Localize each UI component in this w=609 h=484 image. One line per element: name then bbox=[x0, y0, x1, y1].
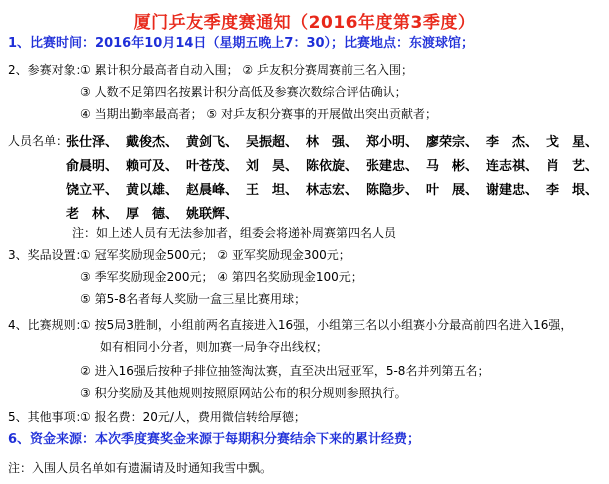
section4-item-2: ② 进入16强后按种子排位抽签淘汰赛，直至决出冠亚军，5-8名并列第五名； bbox=[80, 364, 490, 378]
section3-item-2: ③ 季军奖励现金200元； ④ 第四名奖励现金100元； bbox=[80, 270, 363, 284]
section5-item: ① 报名费：20元/人，费用微信转给厚德； bbox=[80, 410, 306, 424]
roster-name: 姚联辉、 bbox=[186, 206, 239, 222]
section3-item-1: ① 冠军奖励现金500元； ② 亚军奖励现金300元； bbox=[80, 248, 351, 262]
section4-item-1: ① 按5局3胜制，小组前两名直接进入16强，小组第三名以小组赛小分最高前四名进入16强， bbox=[80, 318, 573, 332]
section2-label: 2、参赛对象： bbox=[8, 63, 88, 77]
roster-row bbox=[8, 152, 606, 176]
roster-name: 谢建忠、 bbox=[486, 182, 539, 198]
footnote: 注：入围人员名单如有遗漏请及时通知我雪中飘。 bbox=[8, 461, 273, 475]
roster-row bbox=[8, 200, 606, 224]
section4-label: 4、比赛规则： bbox=[8, 318, 88, 332]
roster-name: 黄剑飞、 bbox=[186, 134, 239, 150]
roster-name: 赖可及、 bbox=[126, 158, 179, 174]
roster-name: 林 强、 bbox=[306, 134, 359, 150]
section5-label: 5、其他事项： bbox=[8, 410, 88, 424]
roster-name: 戈 星、 bbox=[546, 134, 599, 150]
section2-item-3: ④ 当期出勤率最高者； ⑤ 对乒友积分赛事的开展做出突出贡献者； bbox=[80, 107, 437, 121]
roster-name: 厚 德、 bbox=[126, 206, 179, 222]
roster-name: 叶 展、 bbox=[426, 182, 479, 198]
roster-row bbox=[8, 128, 606, 152]
roster-name: 老 林、 bbox=[66, 206, 119, 222]
roster-name: 廖荣宗、 bbox=[426, 134, 479, 150]
time-location-line: 1、比赛时间：2016年10月14日（星期五晚上7：30）；比赛地点：东渡球馆； bbox=[8, 36, 475, 51]
roster-name: 肖 艺、 bbox=[546, 158, 599, 174]
roster-name: 郑小明、 bbox=[366, 134, 419, 150]
section3-label: 3、奖品设置： bbox=[8, 248, 88, 262]
section2-item-2: ③ 人数不足第四名按累计积分高低及参赛次数综合评估确认； bbox=[80, 85, 407, 99]
roster-name: 连志祺、 bbox=[486, 158, 539, 174]
roster-label: 人员名单： bbox=[8, 133, 69, 148]
section3-item-3: ⑤ 第5-8名者每人奖励一盒三星比赛用球； bbox=[80, 292, 307, 306]
roster-name: 张建忠、 bbox=[366, 158, 419, 174]
roster-name: 黄以雄、 bbox=[126, 182, 179, 198]
roster-name: 赵晨峰、 bbox=[186, 182, 239, 198]
section4-item-3: ③ 积分奖励及其他规则按照原网站公布的积分规则参照执行。 bbox=[80, 386, 407, 400]
notice-title: 厦门乒友季度赛通知（2016年度第3季度） bbox=[133, 13, 476, 33]
roster-name: 饶立平、 bbox=[66, 182, 119, 198]
roster-note: 注：如上述人员有无法参加者，组委会将递补周赛第四名人员 bbox=[72, 226, 397, 240]
section2-item-1: ① 累计积分最高者自动入围； ② 乒友积分赛周赛前三名入围； bbox=[80, 63, 413, 77]
roster-name: 刘 昊、 bbox=[246, 158, 299, 174]
roster-name: 戴俊杰、 bbox=[126, 134, 179, 150]
roster-name: 张仕泽、 bbox=[66, 134, 119, 150]
roster-row bbox=[8, 176, 606, 200]
roster-name: 李 杰、 bbox=[486, 134, 539, 150]
roster-name: 叶苍茂、 bbox=[186, 158, 239, 174]
roster-name: 李 垠、 bbox=[546, 182, 599, 198]
roster-name: 王 坦、 bbox=[246, 182, 299, 198]
roster-block bbox=[8, 128, 606, 224]
roster-name: 马 彬、 bbox=[426, 158, 479, 174]
roster-name: 吴振超、 bbox=[246, 134, 299, 150]
section4-item-1-cont: 如有相同小分者，则加赛一局争夺出线权； bbox=[100, 340, 329, 354]
roster-name: 林志宏、 bbox=[306, 182, 359, 198]
roster-name: 陈隐步、 bbox=[366, 182, 419, 198]
roster-name: 陈依旋、 bbox=[306, 158, 359, 174]
funding-source-line: 6、资金来源：本次季度赛奖金来源于每期积分赛结余下来的累计经费； bbox=[8, 432, 421, 447]
roster-name: 俞晨明、 bbox=[66, 158, 119, 174]
